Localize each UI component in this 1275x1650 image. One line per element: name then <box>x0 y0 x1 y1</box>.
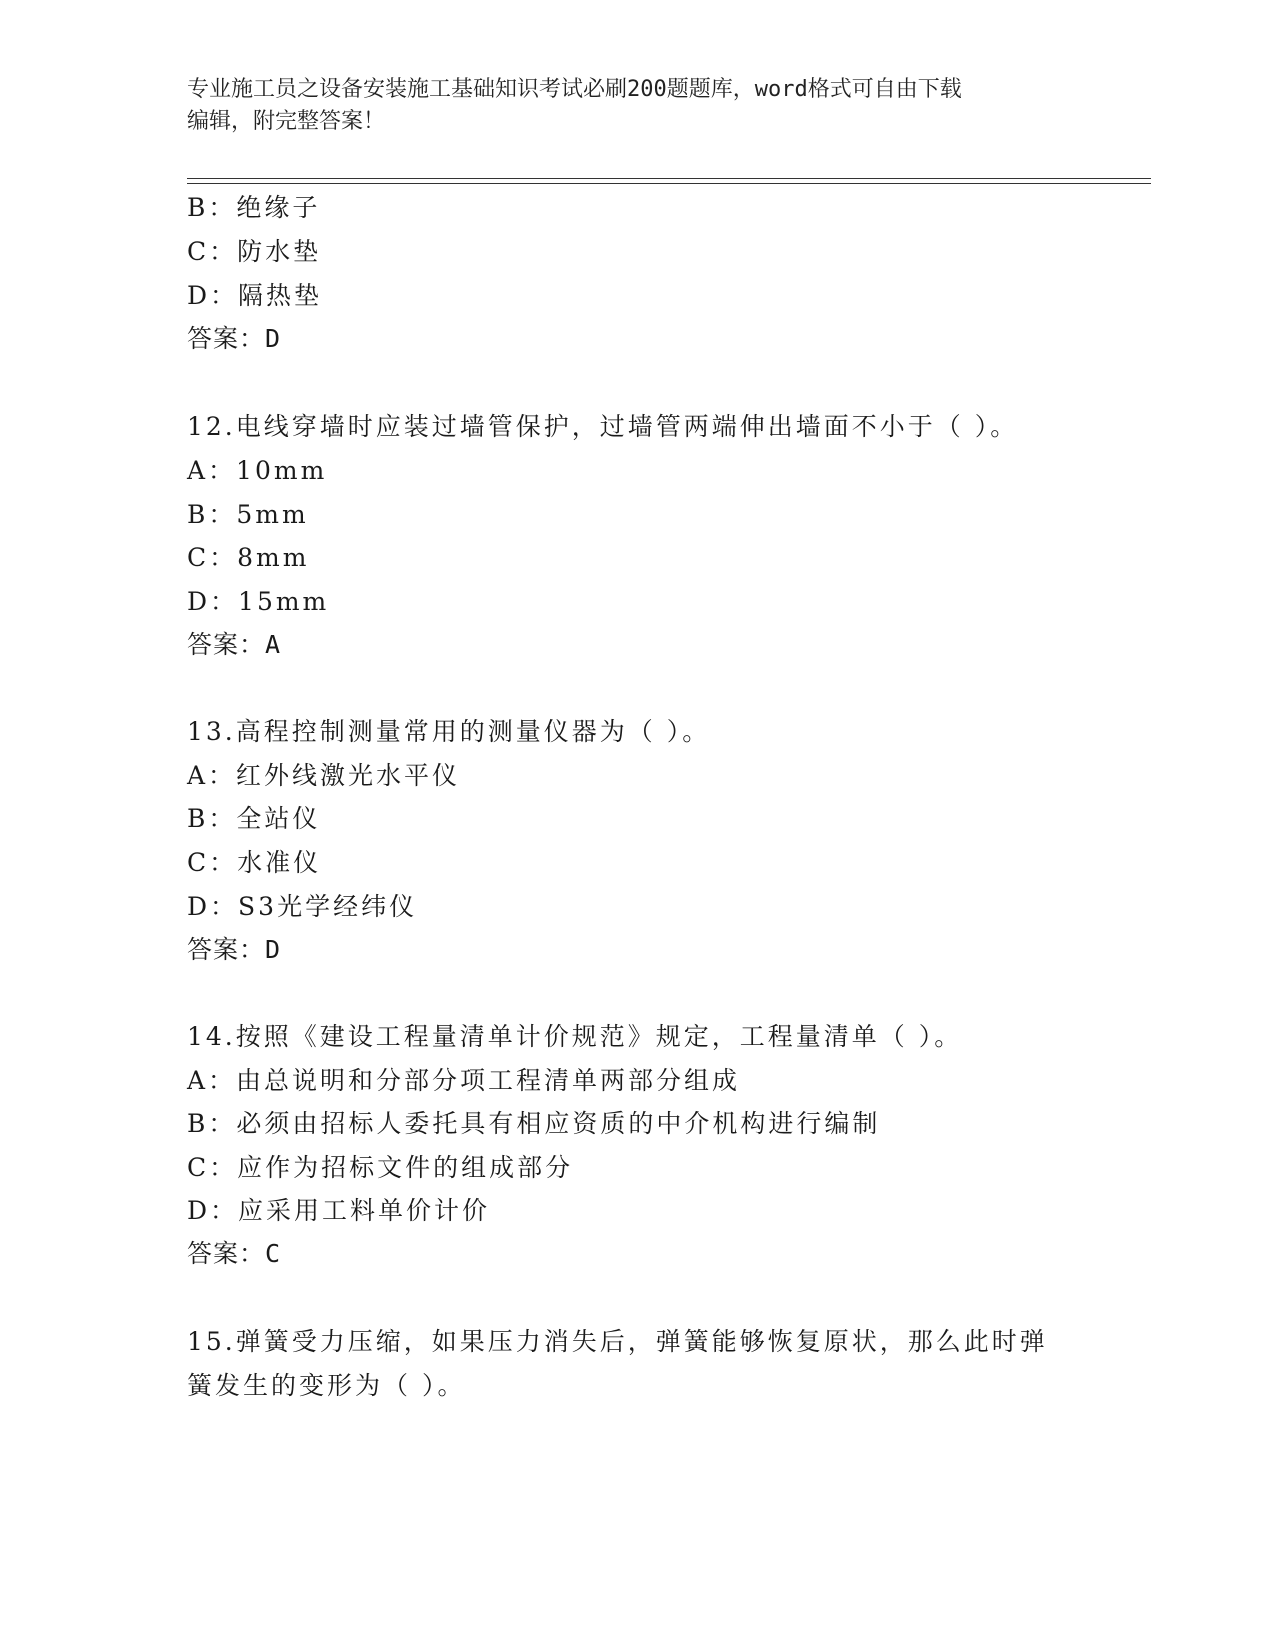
q11-answer <box>187 323 280 355</box>
q12-option-b: B：5mm <box>187 500 309 529</box>
header-title-line-2: 编辑，附完整答案！ <box>187 109 386 134</box>
q12-option-a: A：10mm <box>187 456 328 485</box>
q11-option-b: B：绝缘子 <box>187 193 321 222</box>
answer-label: 答案： <box>187 630 266 659</box>
q14-option-d: D：应采用工料单价计价 <box>187 1196 491 1225</box>
q14-option-c: C：应作为招标文件的组成部分 <box>187 1153 574 1182</box>
q13-stem: 13.高程控制测量常用的测量仪器为（ ）。 <box>187 717 711 746</box>
answer-value: D <box>265 324 281 353</box>
answer-value: D <box>265 935 281 964</box>
q13-option-a: A：红外线激光水平仪 <box>187 761 461 790</box>
q13-option-c: C：水准仪 <box>187 848 322 877</box>
q13-option-b: B：全站仪 <box>187 804 321 833</box>
q15-stem-line-2: 簧发生的变形为（ ）。 <box>187 1371 466 1400</box>
q11-option-c: C：防水垫 <box>187 237 322 266</box>
document-header <box>187 74 1067 138</box>
header-title-line-1: 专业施工员之设备安装施工基础知识考试必刷200题题库，word格式可自由下载 <box>187 77 962 102</box>
q12-option-c: C：8mm <box>187 543 310 572</box>
q14-answer <box>187 1238 280 1270</box>
q11-option-d: D：隔热垫 <box>187 281 323 310</box>
answer-label: 答案： <box>187 1239 266 1268</box>
q12-answer <box>187 629 280 661</box>
header-divider-bottom <box>187 183 1151 184</box>
answer-value: C <box>265 1239 281 1268</box>
q14-option-a: A：由总说明和分部分项工程清单两部分组成 <box>187 1066 741 1095</box>
q13-option-d: D：S3光学经纬仪 <box>187 892 418 921</box>
answer-value: A <box>265 630 281 659</box>
q13-answer <box>187 934 280 966</box>
answer-label: 答案： <box>187 935 266 964</box>
q14-option-b: B：必须由招标人委托具有相应资质的中介机构进行编制 <box>187 1109 881 1138</box>
q12-stem: 12.电线穿墙时应装过墙管保护，过墙管两端伸出墙面不小于（ ）。 <box>187 412 1019 441</box>
header-divider-top <box>187 178 1151 179</box>
q14-stem: 14.按照《建设工程量清单计价规范》规定，工程量清单（ ）。 <box>187 1022 963 1051</box>
answer-label: 答案： <box>187 324 266 353</box>
q12-option-d: D：15mm <box>187 587 330 616</box>
q15-stem-line-1: 15.弹簧受力压缩，如果压力消失后，弹簧能够恢复原状，那么此时弹 <box>187 1327 1048 1356</box>
